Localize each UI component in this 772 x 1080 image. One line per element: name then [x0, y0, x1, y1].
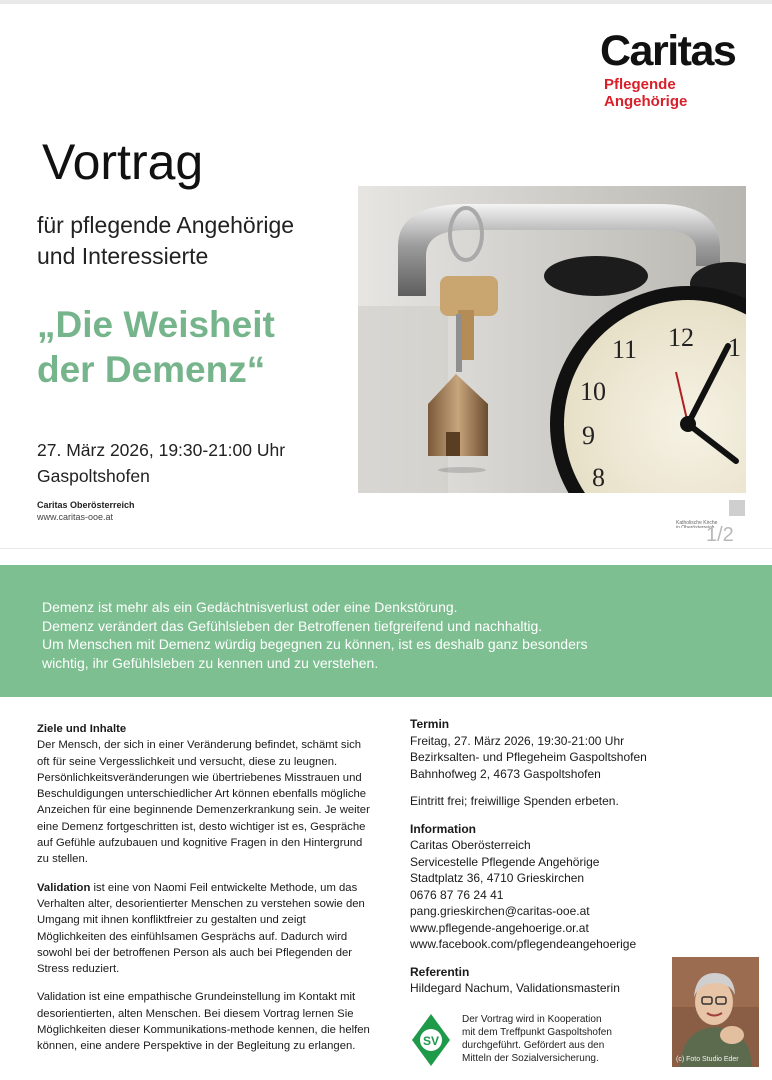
validation-term: Validation [37, 881, 91, 894]
church-logo-line1: Katholische Kirche [676, 520, 718, 526]
termin-line: Bahnhofweg 2, 4673 Gaspoltshofen [410, 766, 601, 781]
page-number: 1/2 [706, 524, 734, 546]
cooperation-line: durchgeführt. Gefördert aus den [462, 1040, 605, 1051]
termin-block [410, 716, 672, 782]
info-line: Stadtplatz 36, 4710 Grieskirchen [410, 871, 585, 885]
key-and-alarm-clock-photo [358, 186, 746, 493]
subtitle-line1: für pflegende Angehörige [37, 212, 295, 238]
event-place: Gaspoltshofen [37, 466, 150, 486]
organization-name: Caritas Oberösterreich [37, 500, 135, 510]
info-facebook[interactable]: www.facebook.com/pflegendeangehoerige [410, 937, 637, 951]
church-logo-line2: in Oberösterreich [676, 525, 715, 528]
topic-line1: „Die Weisheit [37, 304, 275, 345]
audience-subtitle [37, 210, 294, 272]
validation-description: ist eine von Naomi Feil entwickelte Methode, um das Verhalten alter, desorientierter Menschen zu verstehen sowie den Umgang mit ihnen konfliktfreier zu gestalten und zeigt Möglichkeiten des einfühlsamen Gesprächs auf. Dadurch wird sowohl bei der betroffenen Person als auch bei Pflegenden der Stress reduziert. [37, 881, 365, 976]
svg-text:10: 10 [580, 377, 606, 406]
topic-line2: der Demenz“ [37, 349, 266, 390]
photo-credit: (c) Foto Studio Eder [676, 1056, 739, 1063]
goals-heading: Ziele und Inhalte [37, 723, 127, 735]
cooperation-note [462, 1013, 662, 1065]
event-datetime [37, 437, 285, 489]
sv-logo-text: SV [422, 1034, 440, 1048]
entry-note: Eintritt frei; freiwillige Spenden erbeten. [410, 794, 619, 808]
intro-line: Demenz ist mehr als ein Gedächtnisverlust oder eine Denkstörung. [42, 599, 458, 615]
goals-paragraph-3: Validation ist eine empathische Grundeinstellung im Kontakt mit desorientierten, alten Menschen. Bei diesem Vortrag lernen Sie Möglichkeiten dieser Kommunikations-methode kennen, die helfen können, eine andere Perspektive in der Begleitung zu erlangen. [37, 991, 370, 1053]
intro-line: wichtig, ihr Gefühlsleben zu kennen und zu verstehen. [42, 654, 379, 671]
info-line: Caritas Oberösterreich [410, 838, 531, 852]
referentin-block [410, 964, 672, 997]
termin-line: Bezirksalten- und Pflegeheim Gaspoltshofen [410, 750, 647, 764]
goals-column [37, 721, 370, 1067]
svg-text:9: 9 [582, 421, 595, 450]
intro-line: Demenz verändert das Gefühlsleben der Betroffenen tiefgreifend und nachhaltig. [42, 617, 543, 634]
info-column [410, 716, 672, 1008]
goals-paragraph-1: Der Mensch, der sich in einer Veränderung befindet, schämt sich oft für seine Vergesslichkeit und versucht, diese zu leugnen. Persönlichkeitsveränderungen wie übertriebenes Misstrauen und Beschuldigungen unterschiedlicher Art können ebenfalls mögliche Anzeichen für eine beginnende Demenzerkrankung sein. Je weiter eine Demenz fortgeschritten ist, desto wichtiger ist es, Gespräche auf Gefühle aufzubauen und kognitive Fragen in den Hintergrund zu stellen. [37, 739, 370, 866]
svg-text:11: 11 [612, 335, 638, 364]
sv-logo [410, 1012, 452, 1068]
cooperation-line: Mitteln der Sozialversicherung. [462, 1053, 599, 1064]
svg-text:12: 12 [668, 323, 694, 352]
information-block [410, 821, 672, 953]
speaker-portrait [672, 957, 759, 1067]
info-email[interactable]: pang.grieskirchen@caritas-ooe.at [410, 904, 590, 918]
subtitle-line2: und Interessierte [37, 243, 209, 269]
top-border [0, 0, 772, 4]
cooperation-line: Der Vortrag wird in Kooperation [462, 1014, 602, 1025]
termin-line: Freitag, 27. März 2026, 19:30-21:00 Uhr [410, 733, 625, 748]
cooperation-line: mit dem Treffpunkt Gaspoltshofen [462, 1027, 612, 1038]
caritas-logo: Caritas [600, 27, 736, 75]
intro-line: Um Menschen mit Demenz würdig begegnen zu können, ist es deshalb ganz besonders [42, 636, 588, 652]
talk-topic [37, 302, 275, 392]
intro-text [42, 598, 742, 672]
page-title: Vortrag [42, 134, 204, 190]
organization-website[interactable]: www.caritas-ooe.at [37, 512, 114, 522]
info-phone[interactable]: 0676 87 76 24 41 [410, 887, 504, 902]
caritas-logo-subtitle [604, 76, 687, 110]
divider [0, 548, 772, 549]
svg-text:1: 1 [728, 333, 741, 362]
information-heading: Information [410, 821, 476, 836]
termin-heading: Termin [410, 717, 450, 731]
info-website[interactable]: www.pflegende-angehoerige.or.at [410, 920, 589, 935]
event-date: 27. März 2026, 19:30-21:00 Uhr [37, 440, 286, 460]
portrait-illustration [672, 957, 759, 1067]
sv-logo-mark [410, 1012, 452, 1068]
photo-illustration [358, 186, 746, 493]
svg-text:8: 8 [592, 463, 605, 492]
logo-sub-line2: Angehörige [604, 93, 688, 110]
referentin-heading: Referentin [410, 964, 470, 979]
logo-sub-line1: Pflegende [604, 76, 676, 93]
referentin-name: Hildegard Nachum, Validationsmasterin [410, 981, 620, 995]
goals-paragraph-2 [37, 880, 370, 978]
info-line: Servicestelle Pflegende Angehörige [410, 854, 600, 869]
